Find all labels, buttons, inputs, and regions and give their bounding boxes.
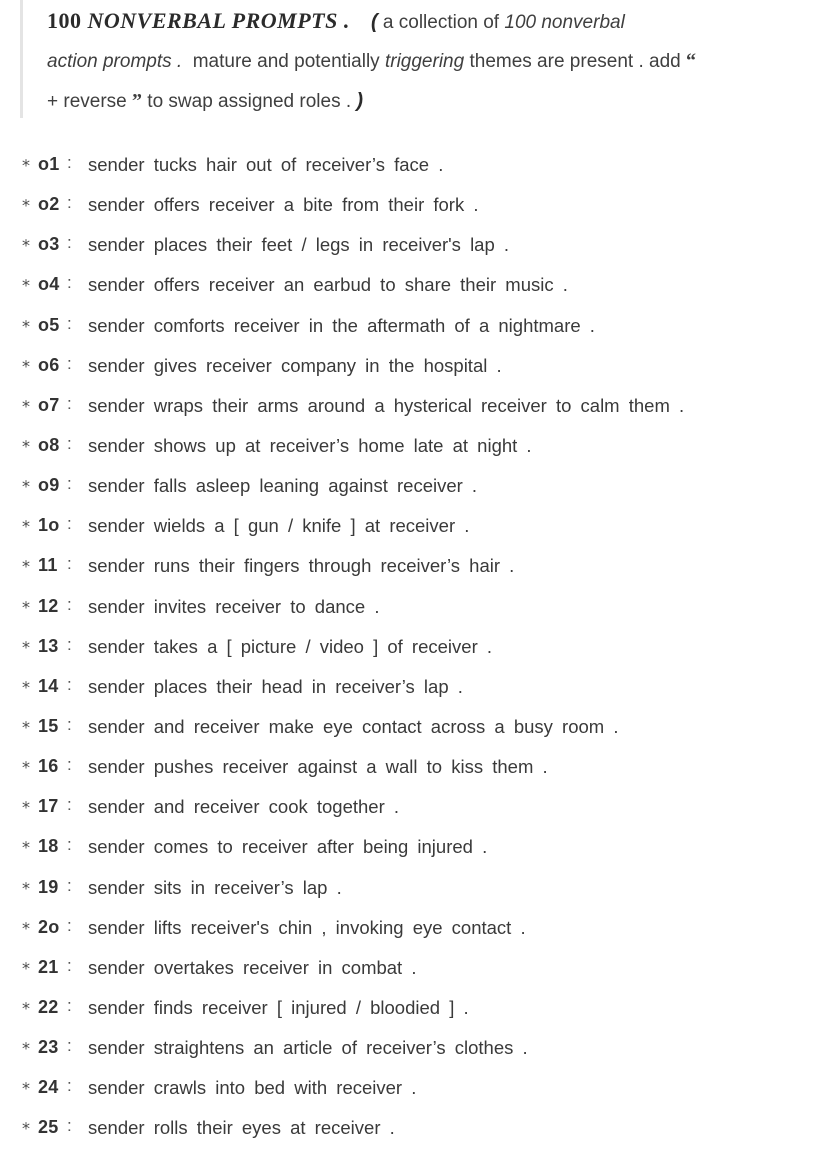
list-item [0, 346, 828, 386]
prompt-number: o8 [38, 434, 60, 455]
list-item [0, 185, 828, 225]
separator: : [67, 1036, 72, 1056]
list-item [0, 908, 828, 948]
page-title [47, 8, 350, 33]
intro-desc-3: action prompts . [47, 51, 183, 72]
separator: : [67, 714, 72, 734]
bullet-icon: ⁎ [22, 193, 30, 211]
prompt-text: sender comforts receiver in the aftermath of a nightmare . [88, 314, 595, 336]
list-item [0, 546, 828, 586]
list-item [0, 466, 828, 506]
intro-line-2 [47, 50, 696, 73]
prompt-text: sender overtakes receiver in combat . [88, 956, 417, 978]
bullet-icon: ⁎ [22, 1036, 30, 1054]
prompt-number: 2o [38, 916, 60, 937]
prompt-text: sender wields a [ gun / knife ] at receiver . [88, 515, 470, 537]
intro-line-3 [47, 90, 363, 113]
prompt-number: o7 [38, 394, 60, 415]
list-item [0, 587, 828, 627]
prompt-text: sender tucks hair out of receiver’s face . [88, 154, 444, 175]
bullet-icon: ⁎ [22, 433, 30, 451]
separator: : [67, 915, 72, 935]
prompt-text: sender falls asleep leaning against receiver . [88, 475, 478, 497]
prompt-text: sender places their feet / legs in receiver's lap . [88, 234, 510, 256]
bullet-icon: ⁎ [22, 554, 30, 572]
paren-open: ( [370, 11, 378, 33]
list-item [0, 707, 828, 747]
bullet-icon: ⁎ [22, 714, 30, 732]
bullet-icon: ⁎ [22, 474, 30, 492]
prompt-number: 25 [38, 1117, 59, 1138]
prompt-number: o3 [38, 234, 60, 255]
prompt-text: sender finds receiver [ injured / bloodied ] . [88, 996, 469, 1018]
prompt-text: sender sits in receiver’s lap . [88, 876, 342, 898]
separator: : [67, 353, 72, 373]
prompt-text: sender runs their fingers through receiver’s hair . [88, 555, 515, 577]
prompt-number: o5 [38, 314, 60, 335]
title-number: 100 [47, 8, 82, 33]
separator: : [67, 1116, 72, 1136]
prompt-text: sender crawls into bed with receiver . [88, 1077, 417, 1099]
prompt-number: 11 [38, 555, 58, 576]
intro-desc-8: to swap assigned roles . [147, 91, 352, 112]
prompt-number: o9 [38, 475, 60, 496]
prompt-number: 1o [38, 515, 60, 536]
prompt-text: sender rolls their eyes at receiver . [88, 1117, 395, 1139]
separator: : [67, 313, 72, 333]
intro-desc-4: mature and potentially [192, 51, 380, 72]
prompt-text: sender places their head in receiver’s lap . [88, 675, 463, 697]
prompt-text: sender straightens an article of receiver’s clothes . [88, 1037, 528, 1059]
separator: : [67, 634, 72, 654]
bullet-icon: ⁎ [22, 1076, 30, 1094]
prompt-text: sender gives receiver company in the hospital . [88, 354, 502, 376]
separator: : [67, 474, 72, 494]
bullet-icon: ⁎ [22, 755, 30, 773]
list-item [0, 747, 828, 787]
list-item [0, 787, 828, 827]
separator: : [67, 554, 72, 574]
quote-open: “ [686, 50, 696, 72]
separator: : [67, 393, 72, 413]
bullet-icon: ⁎ [22, 835, 30, 853]
prompt-text: sender offers receiver an earbud to share their music . [88, 274, 568, 296]
intro-desc-2: 100 nonverbal [504, 12, 625, 33]
prompt-text: sender takes a [ picture / video ] of receiver . [88, 635, 493, 657]
bullet-icon: ⁎ [22, 514, 30, 532]
prompt-number: 15 [38, 715, 59, 736]
bullet-icon: ⁎ [22, 955, 30, 973]
bullet-icon: ⁎ [22, 634, 30, 652]
bullet-icon: ⁎ [22, 875, 30, 893]
prompt-list [0, 145, 828, 1149]
list-item [0, 145, 828, 185]
title-words: NONVERBAL PROMPTS . [87, 8, 350, 33]
prompt-text: sender offers receiver a bite from their fork . [88, 194, 479, 216]
list-item [0, 667, 828, 707]
intro-blockquote [20, 0, 810, 118]
separator: : [67, 233, 72, 253]
prompt-text: sender and receiver make eye contact across a busy room . [88, 715, 619, 737]
bullet-icon: ⁎ [22, 393, 30, 411]
paren-close: ) [356, 90, 364, 112]
prompt-number: 14 [38, 675, 59, 696]
bullet-icon: ⁎ [22, 353, 30, 371]
prompt-text: sender shows up at receiver’s home late at night . [88, 434, 532, 456]
quote-close: ” [132, 90, 143, 112]
separator: : [67, 273, 72, 293]
separator: : [67, 875, 72, 895]
bullet-icon: ⁎ [22, 995, 30, 1013]
prompt-text: sender wraps their arms around a hysterical receiver to calm them . [88, 394, 685, 416]
prompt-number: o6 [38, 354, 60, 375]
prompt-number: 16 [38, 756, 59, 777]
intro-desc-6: themes are present . add [469, 51, 681, 72]
prompt-number: o1 [38, 154, 60, 174]
separator: : [67, 795, 72, 815]
list-item [0, 386, 828, 426]
list-item [0, 506, 828, 546]
separator: : [67, 193, 72, 213]
separator: : [67, 153, 72, 172]
prompt-text: sender lifts receiver's chin , invoking eye contact . [88, 916, 526, 938]
intro-line-1 [47, 8, 625, 34]
prompt-number: 12 [38, 595, 59, 616]
separator: : [67, 514, 72, 534]
bullet-icon: ⁎ [22, 273, 30, 291]
prompt-number: 22 [38, 996, 59, 1017]
prompt-number: 13 [38, 635, 59, 656]
list-item [0, 225, 828, 265]
bullet-icon: ⁎ [22, 795, 30, 813]
list-item [0, 868, 828, 908]
prompt-number: 17 [38, 796, 59, 817]
prompt-text: sender and receiver cook together . [88, 796, 400, 818]
prompt-number: 21 [38, 956, 59, 977]
list-item [0, 265, 828, 305]
bullet-icon: ⁎ [22, 153, 30, 170]
prompt-number: 19 [38, 876, 59, 897]
list-item [0, 627, 828, 667]
intro-desc-1: a collection of [382, 12, 500, 33]
bullet-icon: ⁎ [22, 313, 30, 331]
list-item [0, 426, 828, 466]
bullet-icon: ⁎ [22, 915, 30, 933]
separator: : [67, 433, 72, 453]
list-item [0, 1068, 828, 1108]
list-item [0, 1108, 828, 1148]
separator: : [67, 995, 72, 1015]
intro-desc-7: + reverse [47, 91, 127, 112]
separator: : [67, 674, 72, 694]
prompt-number: 18 [38, 836, 59, 857]
intro-desc-5: triggering [384, 51, 465, 72]
separator: : [67, 955, 72, 975]
list-item [0, 988, 828, 1028]
prompt-text: sender invites receiver to dance . [88, 595, 380, 617]
prompt-number: 23 [38, 1037, 59, 1058]
bullet-icon: ⁎ [22, 1116, 30, 1134]
bullet-icon: ⁎ [22, 674, 30, 692]
list-item [0, 948, 828, 988]
separator: : [67, 594, 72, 614]
bullet-icon: ⁎ [22, 233, 30, 251]
list-item [0, 1028, 828, 1068]
list-item [0, 306, 828, 346]
list-item [0, 827, 828, 867]
separator: : [67, 755, 72, 775]
prompt-text: sender comes to receiver after being injured . [88, 836, 488, 858]
bullet-icon: ⁎ [22, 594, 30, 612]
prompt-text: sender pushes receiver against a wall to kiss them . [88, 756, 548, 778]
separator: : [67, 1076, 72, 1096]
prompt-number: 24 [38, 1077, 59, 1098]
prompt-number: o2 [38, 194, 60, 215]
separator: : [67, 835, 72, 855]
prompt-number: o4 [38, 274, 60, 295]
